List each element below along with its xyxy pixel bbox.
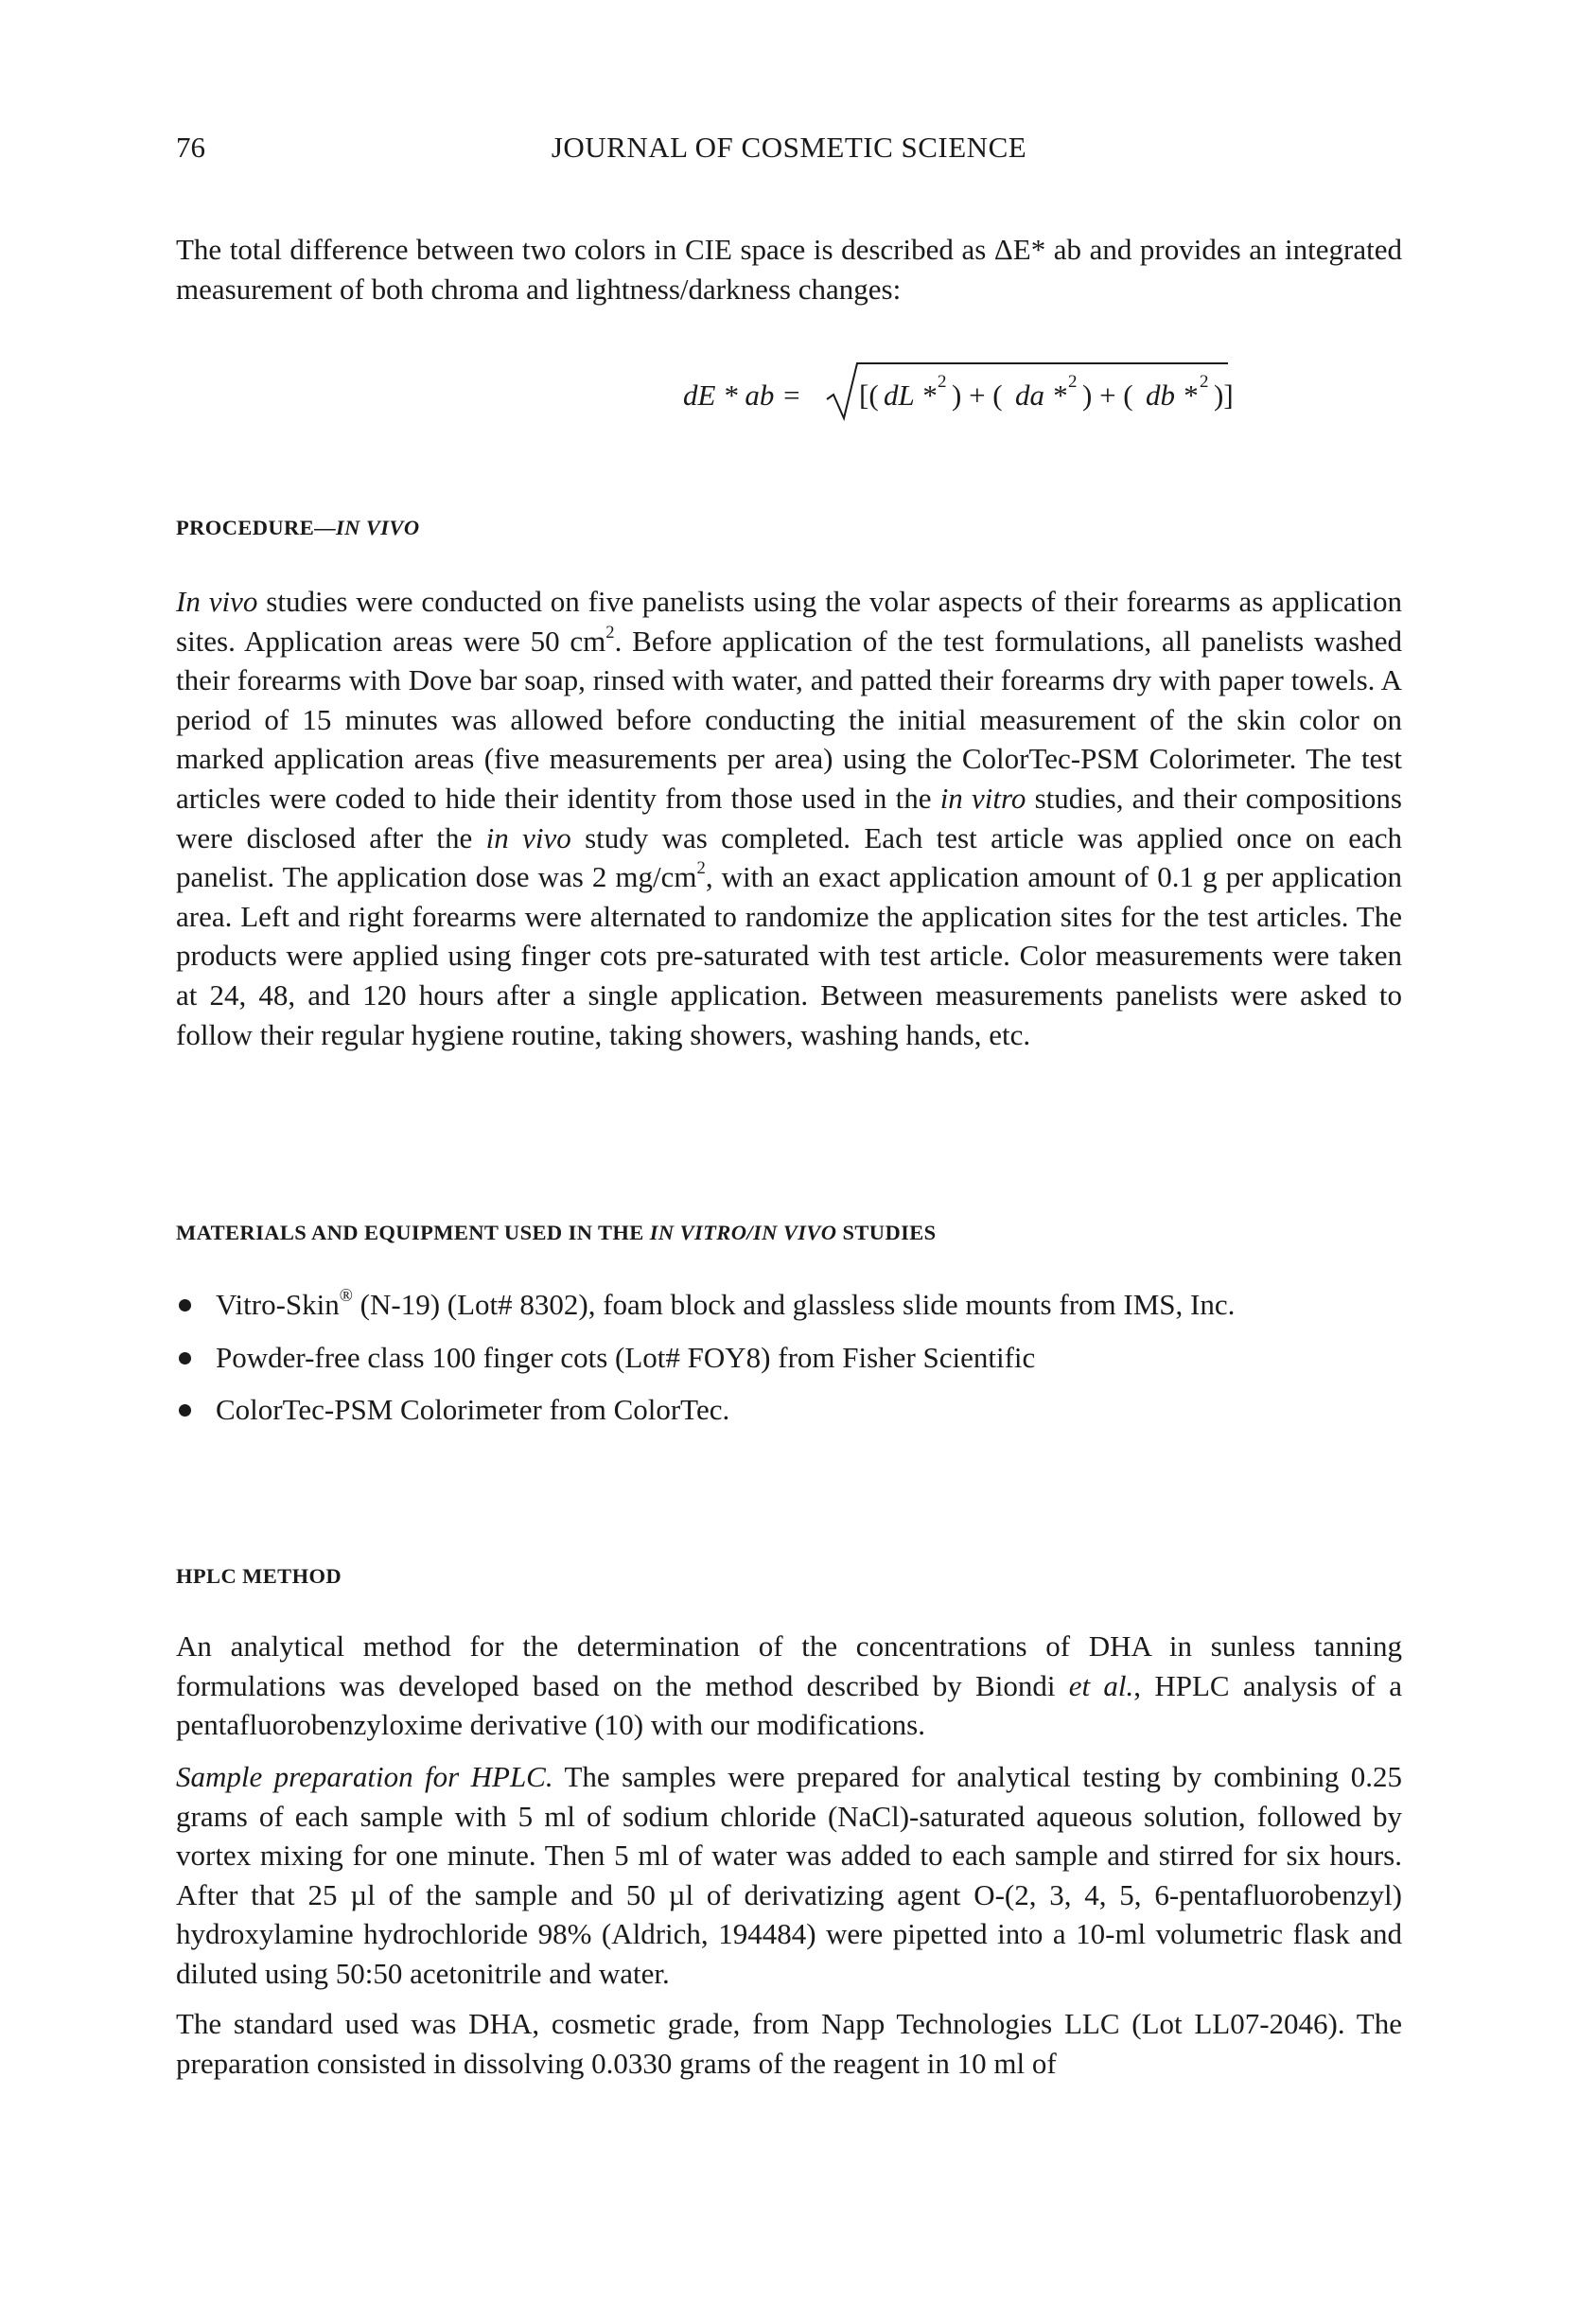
procedure-text-b: . Before application of the test formulations, all panelists washed their forearms with Dove bar soap, rinsed with water, and patted their forearms dry with paper towels. A period of 15 minutes was allowed before conducting the initial measurement of the skin color on marked application areas (five measurements per area) using the ColorTec-PSM Colorimeter. The test articles were coded to hide their identity from those used in the	[176, 624, 1402, 815]
hplc-paragraph-2	[176, 1757, 1402, 1994]
item2-text: Powder-free class 100 finger cots (Lot# FOY8) from Fisher Scientific	[216, 1340, 1036, 1374]
item1-text-b: (N-19) (Lot# 8302), foam block and glassless slide mounts from IMS, Inc.	[352, 1288, 1236, 1321]
materials-heading-italic: IN VITRO/IN VIVO	[649, 1221, 837, 1244]
delta-e-equation	[677, 354, 1245, 430]
superscript-2b: 2	[696, 858, 706, 879]
equation-open-bracket: [(	[859, 378, 879, 412]
hplc-p1-text-b: , HPLC analysis of a pentafluorobenzyloxime derivative (10) with our modifications.	[176, 1668, 1402, 1742]
hplc-p1-text-a: An analytical method for the determination of the concentrations of DHA in sunless tanning formulations was developed based on the method described by Biondi	[176, 1629, 1402, 1702]
equation-exponent-b: 2	[1200, 372, 1209, 392]
hplc-paragraph-3	[176, 2004, 1402, 2083]
intro-paragraph	[176, 230, 1402, 308]
procedure-text-c: studies, and their compositions were disclosed after the	[176, 781, 1402, 854]
hplc-paragraph-1	[176, 1627, 1402, 1745]
procedure-heading	[176, 516, 419, 540]
bullet-icon	[179, 1299, 191, 1311]
materials-list	[176, 1285, 1402, 1430]
equation-close-bracket: )]	[1214, 378, 1234, 412]
sample-prep-lead: Sample preparation for HPLC.	[176, 1760, 553, 1793]
hplc-p2-text: The samples were prepared for analytical testing by combining 0.25 grams of each sample with 5 ml of sodium chloride (NaCl)-saturated aqueous solution, followed by vortex mixing for one minute. Then 5 ml of water was added to each sample and stirred for six hours. After that 25 µl of the sample and 50 µl of derivatizing agent O-(2, 3, 4, 5, 6-pentafluorobenzyl) hydroxylamine hydrochloride 98% (Aldrich, 194484) were pipetted into a 10-ml volumetric flask and diluted using 50:50 acetonitrile and water.	[176, 1760, 1403, 1990]
list-item	[176, 1390, 1402, 1430]
in-vivo-term: in vivo	[485, 820, 571, 854]
in-vitro-term: in vitro	[939, 781, 1026, 815]
equation-lhs: dE * ab =	[683, 378, 802, 412]
superscript-2: 2	[605, 622, 615, 643]
materials-heading-suffix: STUDIES	[836, 1221, 937, 1244]
bullet-icon	[179, 1352, 191, 1364]
list-item	[176, 1338, 1402, 1378]
procedure-paragraph	[176, 582, 1402, 1054]
bullet-icon	[179, 1404, 191, 1417]
equation-plus-a: ) + (	[952, 378, 1003, 412]
page-number: 76	[176, 131, 205, 164]
hplc-heading: HPLC METHOD	[176, 1564, 342, 1588]
intro-text: The total difference between two colors in CIE space is described as ΔE* ab and provides an integrated measurement of both chroma and lightness/darkness changes:	[176, 233, 1402, 306]
materials-heading	[176, 1221, 937, 1245]
procedure-text-e: , with an exact application amount of 0.1 g per application area. Left and right forearms were alternated to randomize the application sites for the test articles. The products were applied using finger cots pre-saturated with test article. Color measurements were taken at 24, 48, and 120 hours after a single application. Between measurements panelists were asked to follow their regular hygiene routine, taking showers, washing hands, etc.	[176, 860, 1402, 1051]
equation-plus-b: ) + (	[1082, 378, 1133, 412]
procedure-heading-text: PROCEDURE—	[176, 516, 337, 539]
item1-text-a: Vitro-Skin	[216, 1288, 340, 1321]
procedure-text-a: studies were conducted on five panelists using the volar aspects of their forearms as application sites. Application areas were 50 cm	[176, 585, 1402, 658]
equation-da-term: da *	[1015, 378, 1067, 412]
procedure-text-d: study was completed. Each test article was applied once on each panelist. The application dose was 2 mg/cm	[176, 820, 1402, 894]
journal-title: JOURNAL OF COSMETIC SCIENCE	[551, 131, 1027, 164]
procedure-lead: In vivo	[176, 585, 258, 618]
item3-text: ColorTec-PSM Colorimeter from ColorTec.	[216, 1393, 730, 1427]
running-header	[176, 131, 1402, 172]
equation-db-term: db *	[1146, 378, 1198, 412]
et-al-term: et al.	[1068, 1668, 1134, 1702]
materials-heading-text: MATERIALS AND EQUIPMENT USED IN THE	[176, 1221, 650, 1244]
registered-mark: ®	[339, 1286, 353, 1307]
equation-exponent-a: 2	[1068, 372, 1078, 392]
list-item	[176, 1285, 1402, 1325]
procedure-heading-italic: IN VIVO	[336, 516, 420, 539]
equation-exponent-l: 2	[938, 372, 947, 392]
hplc-p3-text: The standard used was DHA, cosmetic grade, from Napp Technologies LLC (Lot LL07-2046). The preparation consisted in dissolving 0.0330 grams of the reagent in 10 ml of	[176, 2007, 1402, 2080]
equation-dl-term: dL *	[884, 378, 937, 412]
